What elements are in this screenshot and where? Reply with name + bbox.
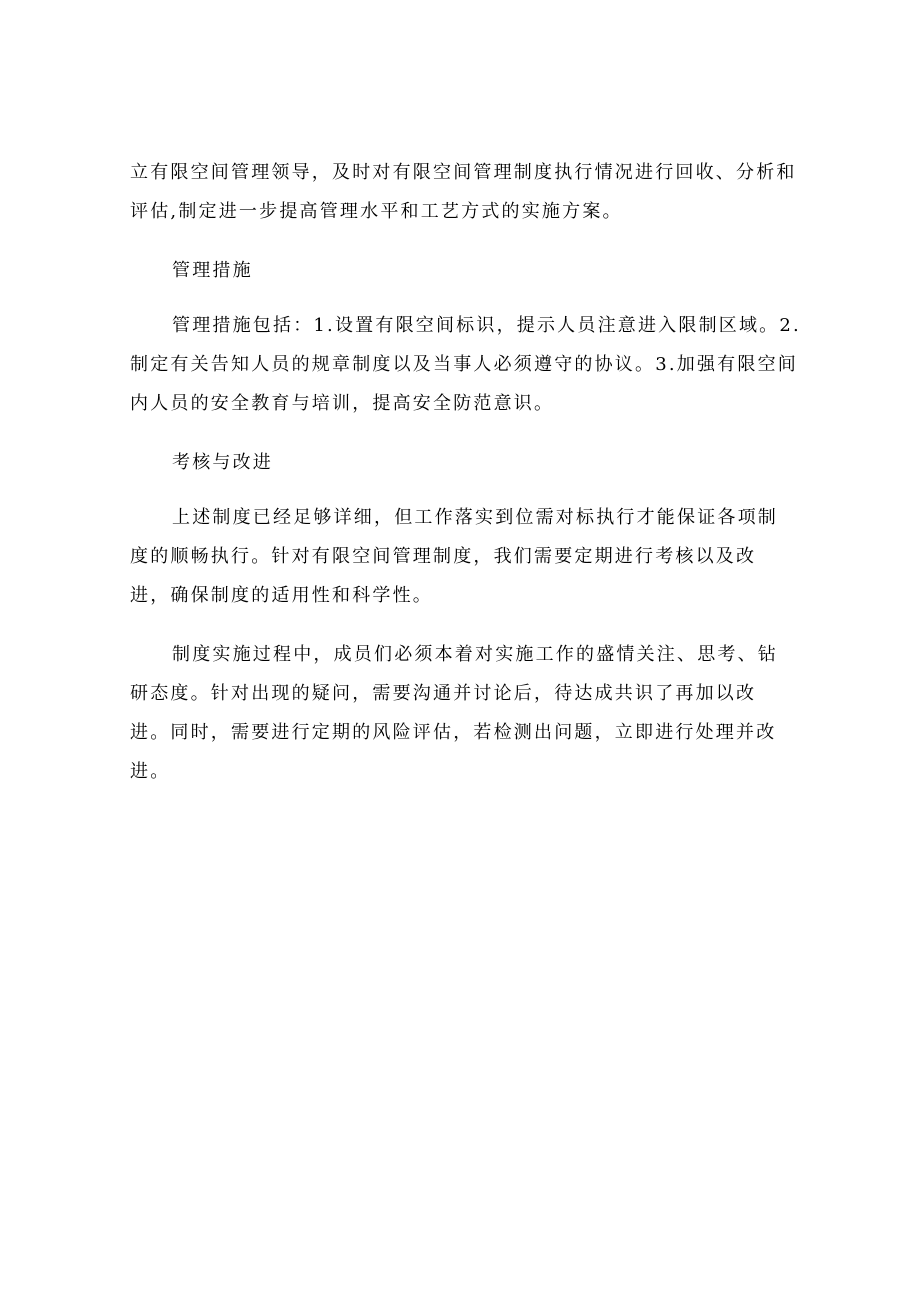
section-heading: 考核与改进: [172, 452, 273, 473]
paragraph-management-measures: [130, 306, 800, 423]
section-heading-assessment-improvement: [130, 443, 800, 482]
paragraph-line: 制定有关告知人员的规章制度以及当事人必须遵守的协议。3.加强有限空间: [130, 354, 798, 375]
paragraph-line: 制度实施过程中，成员们必须本着对实施工作的盛情关注、思考、钻: [172, 644, 778, 665]
paragraph-evaluation-plan: [130, 153, 800, 231]
paragraph-line: 进。同时，需要进行定期的风险评估，若检测出问题，立即进行处理并改: [130, 722, 777, 743]
paragraph-line: 进，确保制度的适用性和科学性。: [130, 585, 433, 606]
section-heading-management-measures: [130, 251, 800, 290]
paragraph-line: 进。: [130, 761, 171, 782]
section-heading: 管理措施: [172, 260, 253, 281]
paragraph-line: 管理措施包括：1.设置有限空间标识，提示人员注意进入限制区域。2.: [172, 315, 801, 336]
paragraph-line: 上述制度已经足够详细，但工作落实到位需对标执行才能保证各项制: [172, 507, 778, 528]
paragraph-line: 内人员的安全教育与培训，提高安全防范意识。: [130, 393, 555, 414]
paragraph-line: 研态度。针对出现的疑问，需要沟通并讨论后，待达成共识了再加以改: [130, 683, 757, 704]
paragraph-implementation-process: [130, 635, 800, 791]
paragraph-line: 度的顺畅执行。针对有限空间管理制度，我们需要定期进行考核以及改: [130, 546, 757, 567]
paragraph-line: 评估,制定进一步提高管理水平和工艺方式的实施方案。: [130, 201, 623, 222]
paragraph-assessment-improvement: [130, 498, 800, 615]
paragraph-line: 立有限空间管理领导，及时对有限空间管理制度执行情况进行回收、分析和: [130, 162, 797, 183]
